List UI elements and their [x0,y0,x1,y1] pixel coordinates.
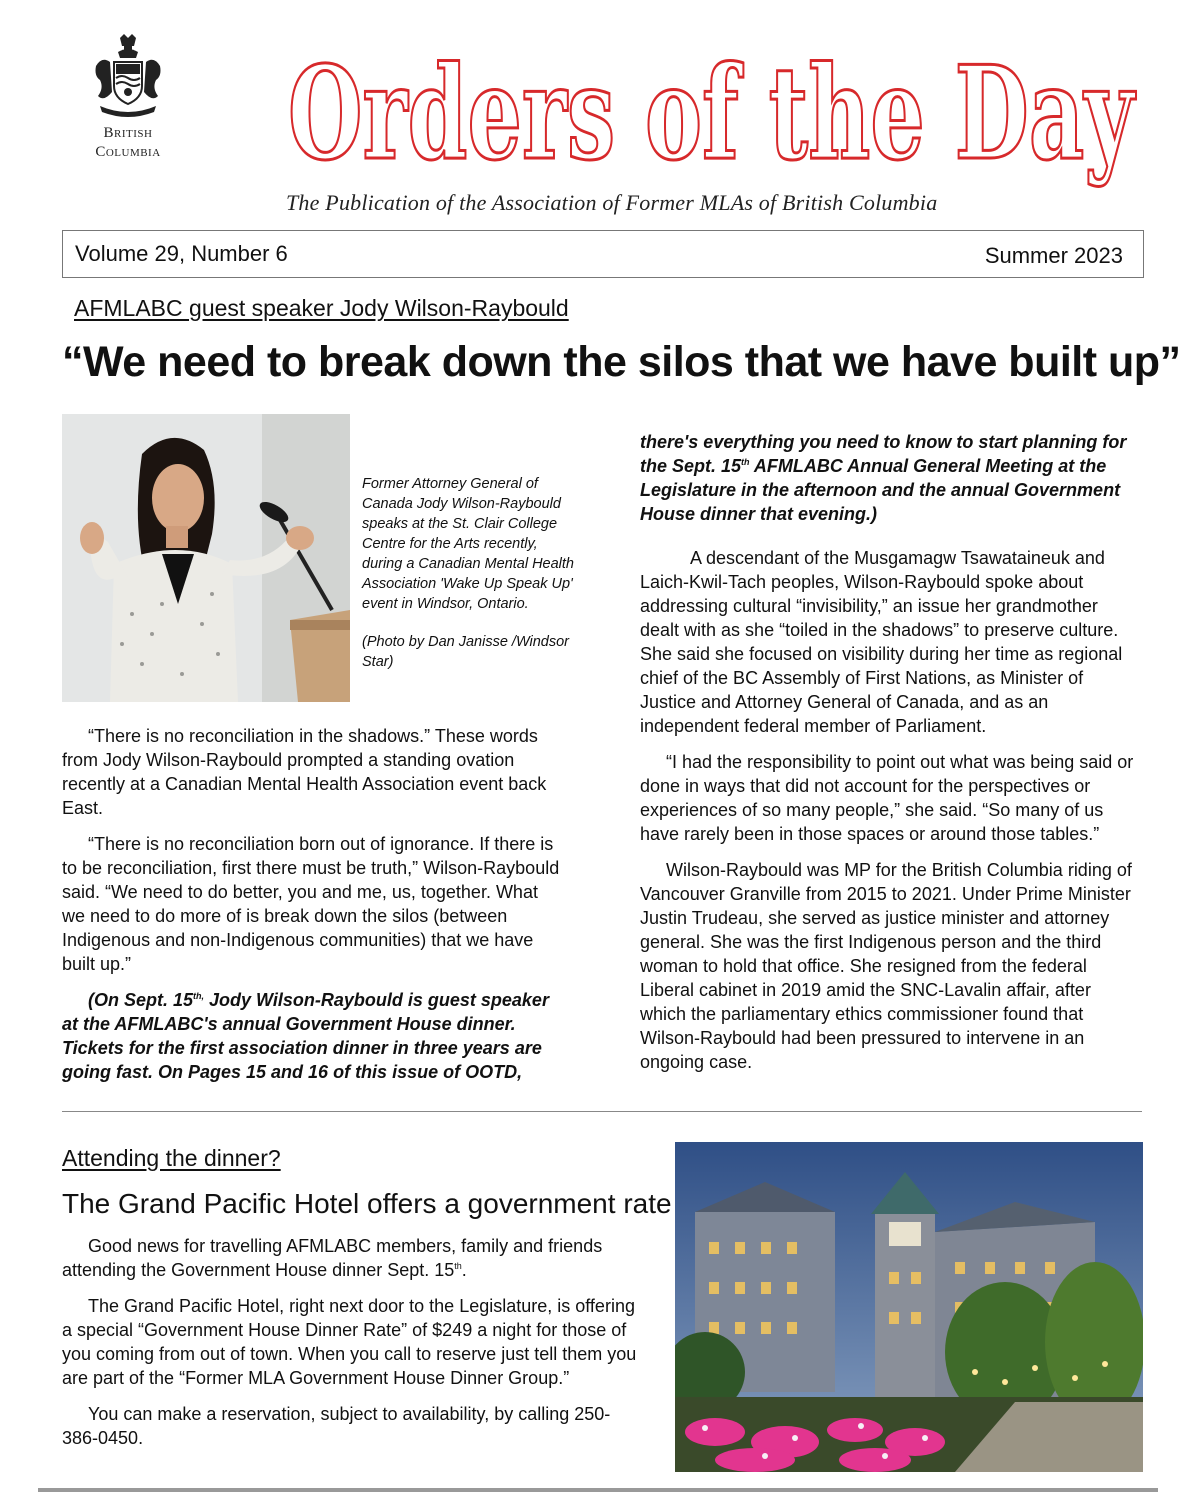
hotel-photo [675,1142,1143,1472]
paragraph-part: . [461,1260,467,1280]
event-note-part: Jody Wilson-Raybould is guest speaker at the AFMLABC's annual Government House dinner. Tickets for the first association dinner in three years are going fast. On Pages 15 and 16 of this issue of OOTD, [62,990,549,1082]
hotel-kicker: Attending the dinner? [62,1145,281,1171]
article-paragraph: “There is no reconciliation in the shadows.” These words from Jody Wilson-Raybould prompted a standing ovation recently at a Canadian Mental Health Association event back East. [62,726,547,818]
masthead-title-text: Orders of the Day [288,39,1137,188]
coat-of-arms-icon [86,32,170,122]
crest-line-1: British [103,125,153,141]
ordinal-suffix: th [741,457,750,467]
photo-credit: (Photo by Dan Janisse /Windsor Star) [362,634,569,670]
article-kicker: AFMLABC guest speaker Jody Wilson-Raybould [74,295,569,321]
paragraph-part: Good news for travelling AFMLABC members, family and friends attending the Government House dinner Sept. 15 [62,1236,603,1280]
event-note-part: (On Sept. 15 [88,990,194,1010]
event-note-part: there's everything you need to know to start planning for the Sept. 15 [640,432,1127,476]
speaker-photo [62,414,350,702]
hotel-headline: The Grand Pacific Hotel offers a government rate [62,1188,672,1219]
event-note-continued [640,430,1140,526]
ordinal-suffix: th [454,1261,462,1271]
article-paragraph: The Grand Pacific Hotel, right next door to the Legislature, is offering a special “Government House Dinner Rate” of $249 a night for those of you coming from out of town. When you call to reserve just tell them you are part of the “Former MLA Government House Dinner Group.” [62,1296,637,1388]
event-note-part: AFMLABC Annual General Meeting at the Legislature in the afternoon and the annual Government House dinner that evening.) [640,456,1121,524]
issue-season: Summer 2023 [984,243,1123,268]
section-divider [62,1111,1142,1112]
article-paragraph: Wilson-Raybould was MP for the British Columbia riding of Vancouver Granville from 2015 to 2021. Under Prime Minister Justin Trudeau, she served as justice minister and attorney general. She was the first Indigenous person and the third woman to hold that office. She resigned from the federal Liberal cabinet in 2019 amid the SNC-Lavalin affair, after which the parliamentary ethics commissioner found that Wilson-Raybould had been pressured to intervene in an ongoing case. [640,860,1132,1072]
article-paragraph: “I had the responsibility to point out what was being said or done in ways that did not account for the perspectives or experiences of so many people,” she said. “So many of us have rarely been in those spaces or around those tables.” [640,752,1134,844]
hotel-article-body [62,1234,642,1462]
article-headline: “We need to break down the silos that we have built up” [62,338,1181,386]
ordinal-suffix: th, [193,991,205,1001]
article-paragraph: You can make a reservation, subject to availability, by calling 250-386-0450. [62,1404,611,1448]
tagline: The Publication of the Association of Former MLAs of British Columbia [286,190,938,215]
bc-crest-logo [78,32,178,160]
article-paragraph: A descendant of the Musgamagw Tsawataineuk and Laich-Kwil-Tach peoples, Wilson-Raybould spoke about addressing cultural “invisibility,” an issue her grandmother dealt with as she “toiled in the shadows” to preserve culture. She said she focused on visibility during her time as regional chief of the BC Assembly of First Nations, as Minister of Justice and Attorney General of Canada, and as an independent federal member of Parliament. [640,548,1123,736]
article-paragraph [62,1234,642,1282]
masthead-title [282,28,1142,188]
issue-bar [62,230,1144,278]
article-left-column [62,724,562,1096]
crest-line-2: Columbia [95,144,161,160]
issue-volume: Volume 29, Number 6 [75,241,288,266]
photo-caption-text: Former Attorney General of Canada Jody Wilson-Raybould speaks at the St. Clair College Centre for the Arts recently, during a Canadian Mental Health Association 'Wake Up Speak Up' event in Windsor, Ontario. [362,476,574,612]
article-paragraph: “There is no reconciliation born out of ignorance. If there is to be reconciliation, first there must be truth,” Wilson-Raybould said. “We need to do better, you and me, us, together. What we need to do more of is break down the silos (between Indigenous and non-Indigenous communities) that we have built up.” [62,834,560,974]
footer-rule [38,1488,1158,1492]
event-note [62,988,562,1084]
photo-caption [362,474,574,672]
article-right-column [640,430,1140,1086]
